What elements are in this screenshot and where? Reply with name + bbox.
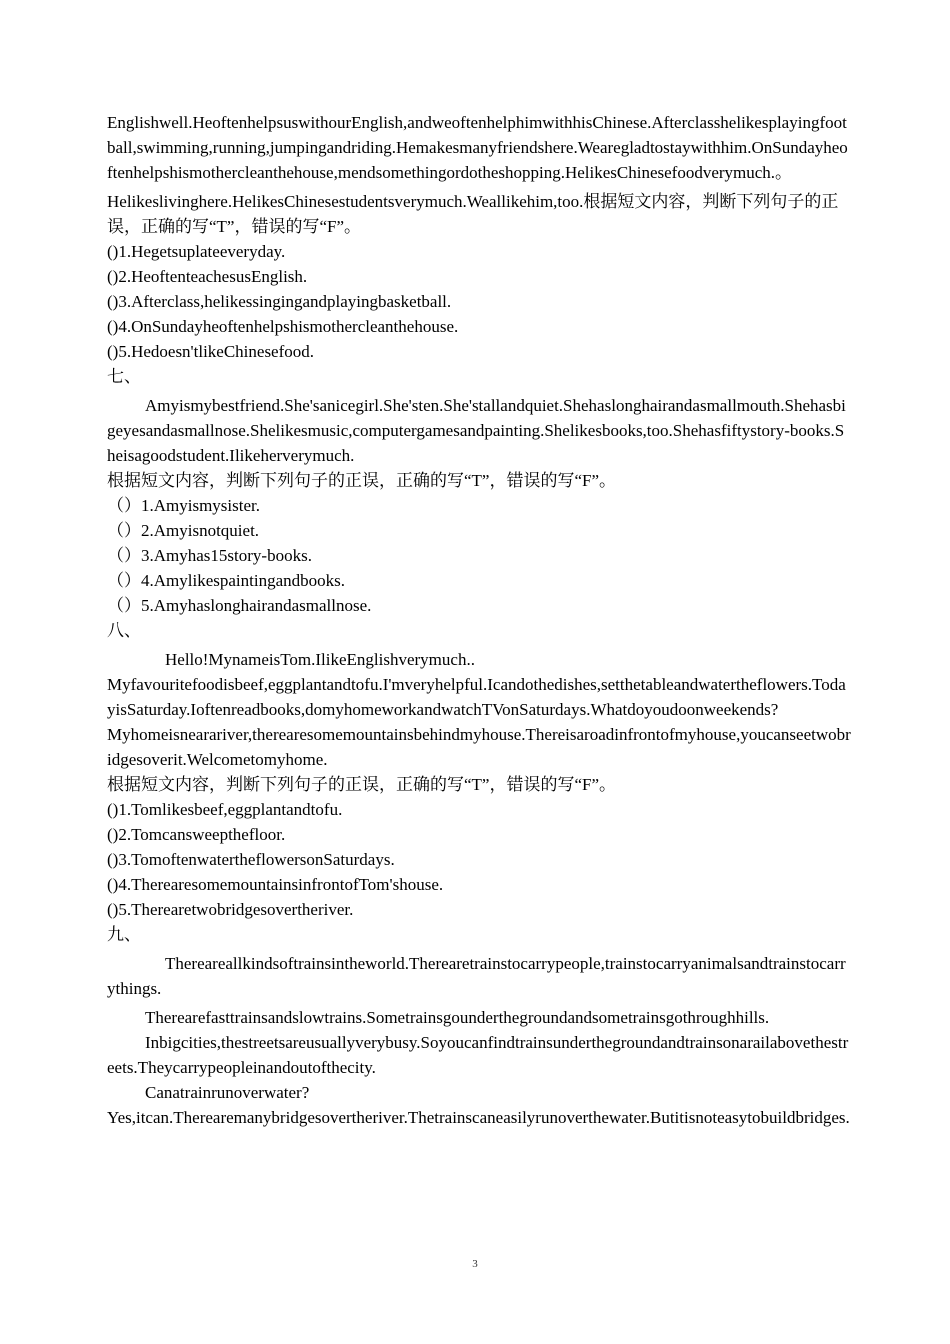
passage6-question-4: ()4.OnSundayheoftenhelpshismothercleanthehouse. bbox=[107, 317, 459, 336]
passage6-question-3: ()3.Afterclass,helikessingingandplayingbasketball. bbox=[107, 292, 452, 311]
passage7-text: Amyismybestfriend.She'sanicegirl.She'sten.She'stallandquiet.Shehaslonghairandasmallmouth.Shehasbigeyesandasmallnose.Shelikesmusic,computergamesandpainting.Shelikesbooks,too.Shehasfiftystory-books.Sheisagoodstudent.Ilikeherverymuch. bbox=[107, 396, 846, 465]
passage9-paragraph5: Yes,itcan.Therearemanybridgesovertheriver.Thetrainscaneasilyrunoverthewater.Butitisnoteasytobuildbridges. bbox=[107, 1108, 850, 1127]
passage8-line2: Myfavouritefoodisbeef,eggplantandtofu.I'mveryhelpful.Icandothedishes,setthetableandwatertheflowers.TodayisSaturday.Ioftenreadbooks,domyhomeworkandwatchTVonSaturdays.Whatdoyoudoonweekends? bbox=[107, 675, 846, 719]
passage8-heading: 八、 bbox=[107, 621, 141, 640]
passage8-question-4: ()4.TherearesomemountainsinfrontofTom'shouse. bbox=[107, 875, 444, 894]
passage9-paragraph4: Canatrainrunoverwater? bbox=[145, 1083, 310, 1102]
passage8-question-5: ()5.Therearetwobridgesovertheriver. bbox=[107, 900, 354, 919]
passage6-question-5: ()5.Hedoesn'tlikeChinesefood. bbox=[107, 342, 315, 361]
passage8-instruction: 根据短文内容，判断下列句子的正误，正确的写“T”，错误的写“F”。 bbox=[107, 775, 617, 794]
passage6-question-2: ()2.HeoftenteachesusEnglish. bbox=[107, 267, 308, 286]
page-number: 3 bbox=[472, 1258, 478, 1270]
passage6-paragraph2: Helikeslivinghere.HelikesChinesestudentsverymuch.Weallikehim,too.根据短文内容，判断下列句子的正误，正确的写“T”，错误的写“F”。 bbox=[107, 192, 839, 236]
passage6-paragraph1: Englishwell.HeoftenhelpsuswithourEnglish,andweoftenhelphimwithhisChinese.Afterclasshelikesplayingfootball,swimming,running,jumpingandriding.Hemakesmanyfriendshere.Wearegladtostaywithhim.OnSundayheoftenhelpshismothercleanthehouse,mendsomethingordotheshopping.HelikesChinesefoodverymuch.。 bbox=[107, 113, 848, 182]
passage7-question-3: （）3.Amyhas15story-books. bbox=[107, 546, 312, 565]
passage7-question-5: （）5.Amyhaslonghairandasmallnose. bbox=[107, 596, 372, 615]
passage8-line3: Myhomeisnearariver,therearesomemountainsbehindmyhouse.Thereisaroadinfrontofmyhouse,youcanseetwobridgesoverit.Welcometomyhome. bbox=[107, 725, 851, 769]
passage7-question-1: （）1.Amyismysister. bbox=[107, 496, 261, 515]
passage7-question-4: （）4.Amylikespaintingandbooks. bbox=[107, 571, 345, 590]
passage7-heading: 七、 bbox=[107, 367, 141, 386]
passage9-paragraph3: Inbigcities,thestreetsareusuallyverybusy.Soyoucanfindtrainsunderthegroundandtrainsonarailabovethestreets.Theycarrypeopleinandoutofthecity. bbox=[107, 1033, 849, 1077]
passage8-line1: Hello!MynameisTom.IlikeEnglishverymuch.. bbox=[165, 650, 475, 669]
passage7-question-2: （）2.Amyisnotquiet. bbox=[107, 521, 260, 540]
passage8-question-2: ()2.Tomcansweepthefloor. bbox=[107, 825, 286, 844]
passage8-question-3: ()3.TomoftenwatertheflowersonSaturdays. bbox=[107, 850, 395, 869]
passage9-paragraph2: Therearefasttrainsandslowtrains.Sometrainsgounderthegroundandsometrainsgothroughhills. bbox=[145, 1008, 770, 1027]
passage9-paragraph1: Thereareallkindsoftrainsintheworld.Therearetrainstocarrypeople,trainstocarryanimalsandtrainstocarrythings. bbox=[107, 954, 846, 998]
passage7-instruction: 根据短文内容，判断下列句子的正误，正确的写“T”，错误的写“F”。 bbox=[107, 471, 617, 490]
passage9-heading: 九、 bbox=[107, 925, 141, 944]
document-body bbox=[107, 110, 852, 1130]
passage8-question-1: ()1.Tomlikesbeef,eggplantandtofu. bbox=[107, 800, 343, 819]
passage6-question-1: ()1.Hegetsuplateeveryday. bbox=[107, 242, 286, 261]
